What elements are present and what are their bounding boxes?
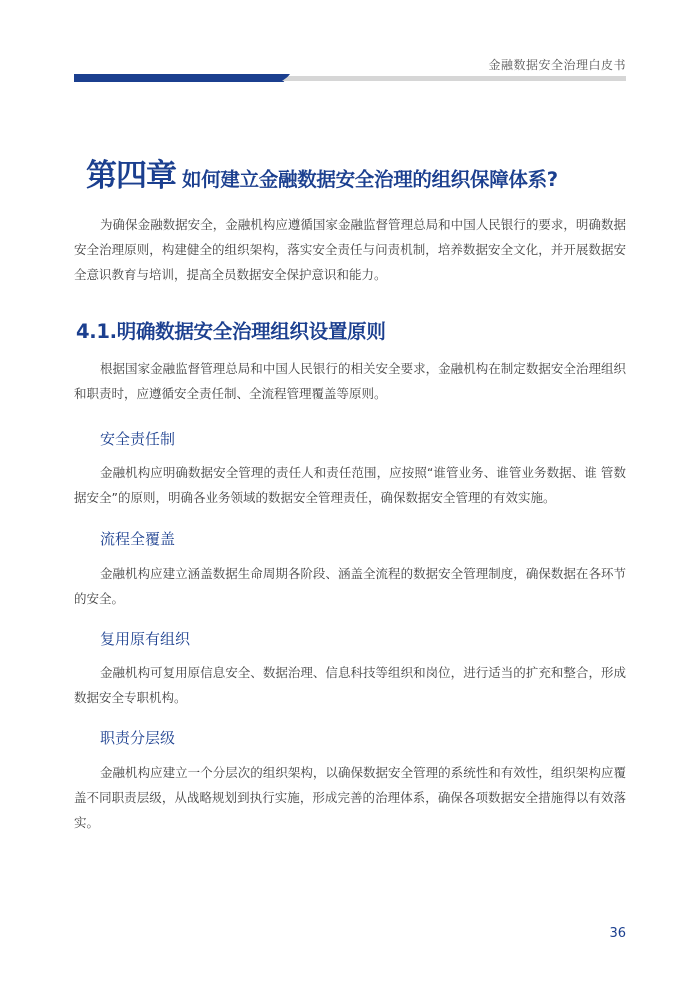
header-title: 金融数据安全治理白皮书 [488, 58, 626, 72]
principle-text-full-process: 金融机构应建立涵盖数据生命周期各阶段、涵盖全流程的数据安全管理制度，确保数据在各环节的安全。 [74, 566, 626, 606]
header-rule-gray [282, 76, 626, 81]
principle-text-layered-duties: 金融机构应建立一个分层次的组织架构，以确保数据安全管理的系统性和有效性，组织架构应覆盖不同职责层级，从战略规划到执行实施，形成完善的治理体系，确保各项数据安全措施得以有效落实。 [74, 765, 626, 830]
section-heading: 4.1.明确数据安全治理组织设置原则 [76, 320, 386, 343]
principle-title-reuse-organization: 复用原有组织 [100, 630, 191, 648]
header-rule-accent [74, 74, 290, 82]
page-number: 36 [609, 926, 626, 941]
header-rule [74, 74, 626, 82]
principle-title-full-process: 流程全覆盖 [100, 530, 176, 548]
chapter-title [86, 150, 646, 195]
principle-title-responsibility: 安全责任制 [100, 430, 176, 448]
section-intro-paragraph: 根据国家金融监督管理总局和中国人民银行的相关安全要求，金融机构在制定数据安全治理组织和职责时，应遵循安全责任制、全流程管理覆盖等原则。 [74, 361, 626, 401]
principle-title-layered-duties: 职责分层级 [100, 729, 176, 747]
chapter-number: 第四章 [86, 158, 176, 194]
principle-text-responsibility: 金融机构应明确数据安全管理的责任人和责任范围，应按照“谁管业务、谁管业务数据、谁 管数据安全”的原则，明确各业务领域的数据安全管理责任，确保数据安全管理的有效实施。 [74, 465, 626, 505]
principle-text-reuse-organization: 金融机构可复用原信息安全、数据治理、信息科技等组织和岗位，进行适当的扩充和整合，形成数据安全专职机构。 [74, 665, 626, 705]
chapter-heading: 如何建立金融数据安全治理的组织保障体系? [182, 168, 558, 191]
chapter-intro-paragraph: 为确保金融数据安全，金融机构应遵循国家金融监督管理总局和中国人民银行的要求，明确数据安全治理原则，构建健全的组织架构，落实安全责任与问责机制，培养数据安全文化，并开展数据安全意识教育与培训，提高全员数据安全保护意识和能力。 [74, 217, 626, 282]
